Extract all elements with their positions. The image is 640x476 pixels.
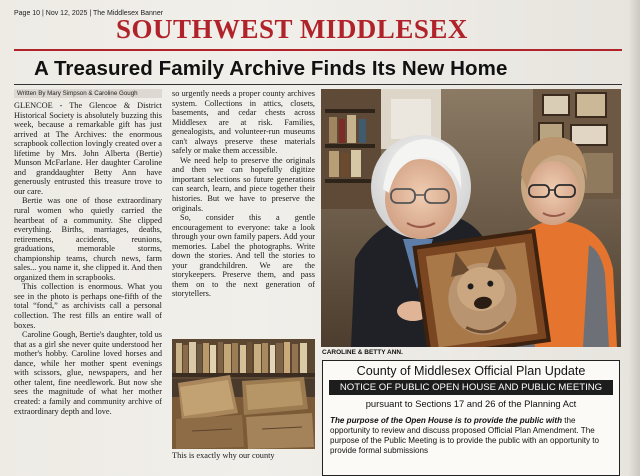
article-column-1 [14, 101, 162, 473]
article-paragraph: This is exactly why our county [172, 451, 275, 460]
article-paragraph: We need help to preserve the originals and then we can hopefully digitize important selections so future generations can search, learn, and piece together their histories. But we have to preserve the originals. [172, 155, 315, 213]
section-rule [14, 49, 622, 51]
page-edge-shadow [628, 0, 640, 476]
notice-pursuant: pursuant to Sections 17 and 26 of the Planning Act [365, 398, 577, 409]
notice-title: County of Middlesex Official Plan Update [356, 364, 586, 378]
notice-body [330, 416, 612, 456]
archive-boxes-photo [172, 339, 315, 449]
article-paragraph: So, consider this a gentle encouragement to everyone: take a look through your own family papers. Add your memories. Label the photographs. Write down the stories. And tell the stories to your grandchildren. We are the storykeepers. Preserve them, and pass them on to the next generation of storytellers. [172, 213, 315, 299]
article-paragraph: Bertie was one of those extraordinary rural women who quietly carried the heartbeat of a community. She clipped everything. Births, marriages, deaths, retirements, accidents, reunions, graduations, memorable storms, championship teams, church news, farm sales... you name it, she clipped it. And then organized them in scrapbooks. [14, 196, 162, 282]
notice-body-rest: the opportunity to review and discuss proposed Official Plan Amendment. The purpose of the Public Meeting is to provide the public with an opportunity to provide formal submissions [330, 416, 600, 455]
folio-line: Page 10 | Nov 12, 2025 | The Middlesex Banner [14, 10, 164, 17]
article-continuation [172, 451, 315, 475]
notice-band: NOTICE OF PUBLIC OPEN HOUSE AND PUBLIC MEETING [329, 380, 613, 395]
byline: Written By Mary Simpson & Caroline Gough [14, 89, 162, 98]
official-plan-notice [322, 360, 620, 476]
article-paragraph: so urgently needs a proper county archives system. Collections in attics, closets, basements, and cedar chests across Middlesex are at risk. Families, genealogists, and volunteer-run museums can't always preserve these materials safely or make them accessible. [172, 89, 315, 156]
article-paragraph: Caroline Gough, Bertie's daughter, told us that as a girl she never quite understood her mother's hobby. Caroline loved horses and dance, while her mother spent evenings with scissors, glue, newspapers, and her other talent, fine needlework. But now she sees the magnitude of what her mother created: a family and community archive of extraordinary depth and love. [14, 330, 162, 416]
photo-caption: CAROLINE & BETTY ANN. [322, 349, 403, 356]
caroline-betty-ann-photo [321, 89, 621, 347]
article-column-2 [172, 89, 315, 337]
notice-body-lead: The purpose of the Open House is to provide the public with [330, 416, 563, 425]
article-paragraph: GLENCOE - The Glencoe & District Historical Society is absolutely buzzing this week, because a remarkable gift has just arrived at The Archives: the enormous scrapbook collection lovingly created over a lifetime by Mrs. John Alberta (Bertie) Munson McFarlane. Her daughter Caroline and granddaughter Betty Ann have generously entrusted this treasure trove to our care. [14, 101, 162, 196]
headline-rule [14, 84, 622, 85]
section-title: SOUTHWEST MIDDLESEX [116, 14, 468, 44]
article-paragraph: This collection is enormous. What you see in the photo is perhaps one-fifth of the total “fond,” as archivists call a personal collection. The rest fills an entire wall of boxes. [14, 282, 162, 330]
article-headline: A Treasured Family Archive Finds Its New Home [34, 57, 508, 80]
